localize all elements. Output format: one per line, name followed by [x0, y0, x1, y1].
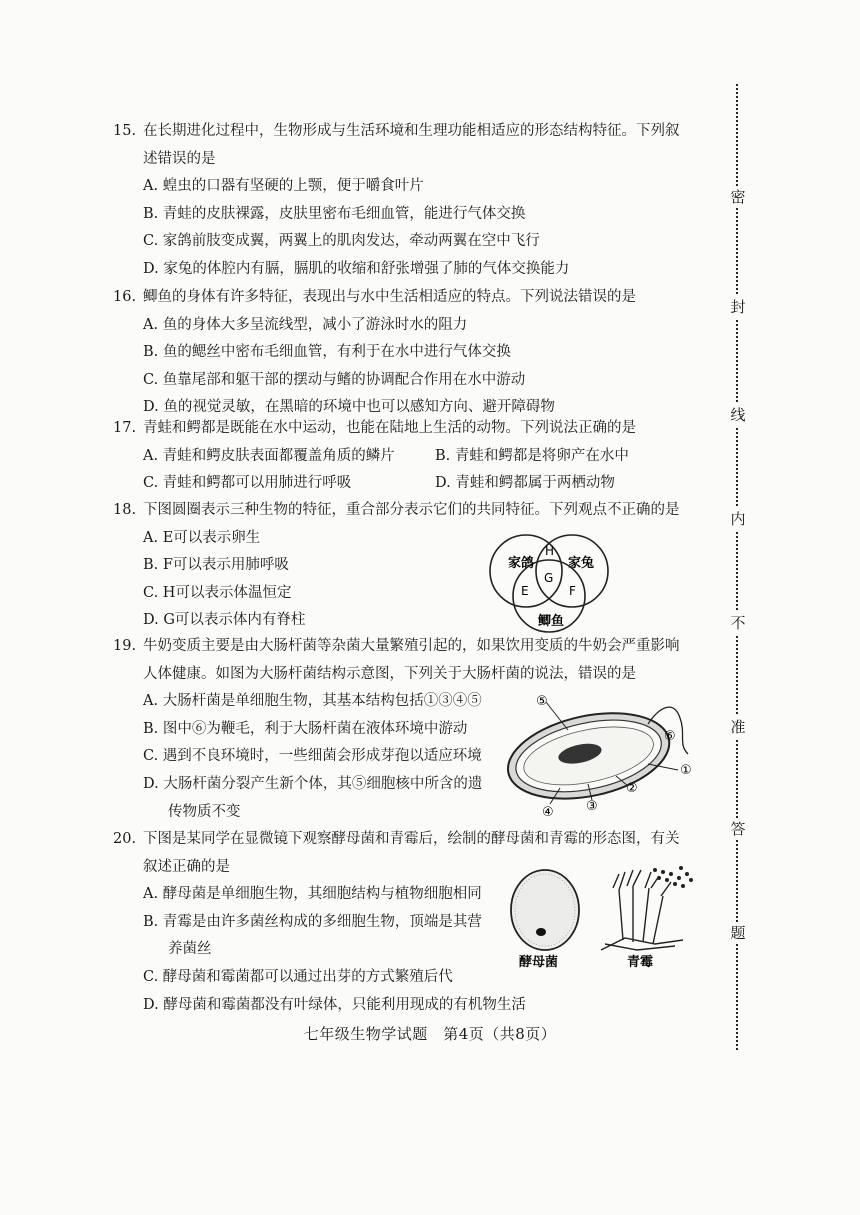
- seal-dotted-line: [736, 84, 742, 1050]
- option-a: A. 蝗虫的口器有坚硬的上颚，便于嚼食叶片: [143, 178, 424, 195]
- option-d: D. 鱼的视觉灵敏，在黑暗的环境中也可以感知方向、避开障碍物: [143, 399, 555, 416]
- question-number: 17.: [113, 420, 137, 436]
- yeast-label: 酵母菌: [519, 955, 559, 970]
- option-a: A. E可以表示卵生: [143, 529, 261, 546]
- option-d: D. 家兔的体腔内有膈，膈肌的收缩和舒张增强了肺的气体交换能力: [143, 260, 570, 277]
- option-b: B. 青蛙的皮肤裸露，皮肤里密布毛细血管，能进行气体交换: [143, 205, 526, 222]
- option-c: C. 家鸽前肢变成翼，两翼上的肌肉发达，牵动两翼在空中飞行: [143, 233, 540, 250]
- spores: [653, 866, 693, 888]
- venn-diagram: [480, 533, 620, 633]
- label-1: ①: [680, 763, 692, 778]
- venn-label-rabbit: 家兔: [568, 556, 595, 571]
- venn-region-h: H: [545, 544, 555, 558]
- option-b: B. 鱼的鳃丝中密布毛细血管，有利于在水中进行气体交换: [143, 344, 511, 361]
- question-number: 19.: [113, 638, 137, 654]
- option-b: B. 青蛙和鳄都是将卵产在水中: [435, 447, 629, 464]
- option-b: B. F可以表示用肺呼吸: [143, 557, 289, 574]
- venn-label-fish: 鲫鱼: [538, 614, 565, 629]
- seal-char: 线: [727, 404, 749, 426]
- seal-char: 封: [727, 296, 749, 318]
- question-stem-cont: 述错误的是: [143, 150, 216, 167]
- question-stem: 下图是某同学在显微镜下观察酵母菌和青霉后，绘制的酵母菌和青霉的形态图，有关: [143, 831, 680, 847]
- mold-label: 青霉: [627, 955, 654, 970]
- seal-char: 题: [727, 922, 749, 944]
- option-c: C. 鱼靠尾部和躯干部的摆动与鳍的协调配合作用在水中游动: [143, 371, 526, 388]
- venn-region-e: E: [521, 584, 529, 598]
- label-2: ②: [626, 781, 638, 796]
- question-17: [113, 415, 727, 498]
- question-number: 15.: [113, 123, 137, 139]
- option-c: C. H可以表示体温恒定: [143, 584, 292, 601]
- question-15: [113, 118, 680, 284]
- seal-char: 答: [727, 818, 749, 840]
- question-stem-cont: 人体健康。如图为大肠杆菌结构示意图，下列关于大肠杆菌的说法，错误的是: [143, 665, 636, 682]
- seal-char: 不: [727, 612, 749, 634]
- label-5: ⑤: [536, 694, 548, 709]
- question-number: 20.: [113, 831, 137, 847]
- option-a: A. 酵母菌是单细胞生物，其细胞结构与植物细胞相同: [143, 886, 482, 903]
- option-c: C. 酵母菌和霉菌都可以通过出芽的方式繁殖后代: [143, 968, 453, 985]
- page-footer: 七年级生物学试题 第4页（共8页）: [303, 1025, 557, 1043]
- question-number: 16.: [113, 289, 137, 305]
- venn-region-f: F: [569, 584, 576, 598]
- penicillium-drawing: [601, 870, 683, 950]
- option-d: D. 大肠杆菌分裂产生新个体，其⑤细胞核中所含的遗: [143, 775, 483, 792]
- label-4: ④: [542, 805, 554, 820]
- question-stem: 在长期进化过程中，生物形成与生活环境和生理功能相适应的形态结构特征。下列叙: [143, 123, 680, 139]
- seal-char: 内: [727, 508, 749, 530]
- label-6: ⑥: [664, 729, 676, 744]
- option-b: B. 图中⑥为鞭毛，利于大肠杆菌在液体环境中游动: [143, 720, 468, 737]
- option-c: C. 青蛙和鳄都可以用肺进行呼吸: [143, 475, 352, 492]
- yeast-cell: [511, 870, 579, 950]
- option-d: D. G可以表示体内有脊柱: [143, 612, 306, 629]
- ecoli-diagram: [498, 688, 698, 823]
- yeast-mold-figure: [505, 860, 705, 975]
- option-d-cont: 传物质不变: [168, 803, 241, 820]
- question-stem: 青蛙和鳄都是既能在水中运动，也能在陆地上生活的动物。下列说法正确的是: [143, 420, 636, 436]
- seal-char: 密: [727, 186, 749, 208]
- seal-char: 准: [727, 716, 749, 738]
- option-a: A. 青蛙和鳄皮肤表面都覆盖角质的鳞片: [143, 447, 395, 464]
- question-number: 18.: [113, 502, 137, 518]
- venn-label-pigeon: 家鸽: [508, 556, 535, 571]
- question-stem: 牛奶变质主要是由大肠杆菌等杂菌大量繁殖引起的，如果饮用变质的牛奶会严重影响: [143, 638, 680, 654]
- question-stem: 鲫鱼的身体有许多特征，表现出与水中生活相适应的特点。下列说法错误的是: [143, 289, 636, 305]
- question-16: [113, 284, 636, 422]
- venn-region-g: G: [544, 571, 554, 585]
- option-b-cont: 养菌丝: [168, 941, 212, 958]
- option-a: A. 大肠杆菌是单细胞生物，其基本结构包括①③④⑤: [143, 693, 482, 710]
- option-d: D. 酵母菌和霉菌都没有叶绿体，只能利用现成的有机物生活: [143, 996, 526, 1013]
- question-stem: 下图圆圈表示三种生物的特征，重合部分表示它们的共同特征。下列观点不正确的是: [143, 502, 680, 518]
- label-3: ③: [586, 799, 598, 814]
- option-a: A. 鱼的身体大多呈流线型，减小了游泳时水的阻力: [143, 316, 468, 333]
- option-b: B. 青霉是由许多菌丝构成的多细胞生物，顶端是其营: [143, 913, 482, 930]
- option-c: C. 遇到不良环境时，一些细菌会形成芽孢以适应环境: [143, 748, 482, 765]
- yeast-nucleus: [536, 928, 546, 936]
- option-d: D. 青蛙和鳄都属于两栖动物: [435, 475, 615, 492]
- question-stem-cont: 叙述正确的是: [143, 858, 230, 875]
